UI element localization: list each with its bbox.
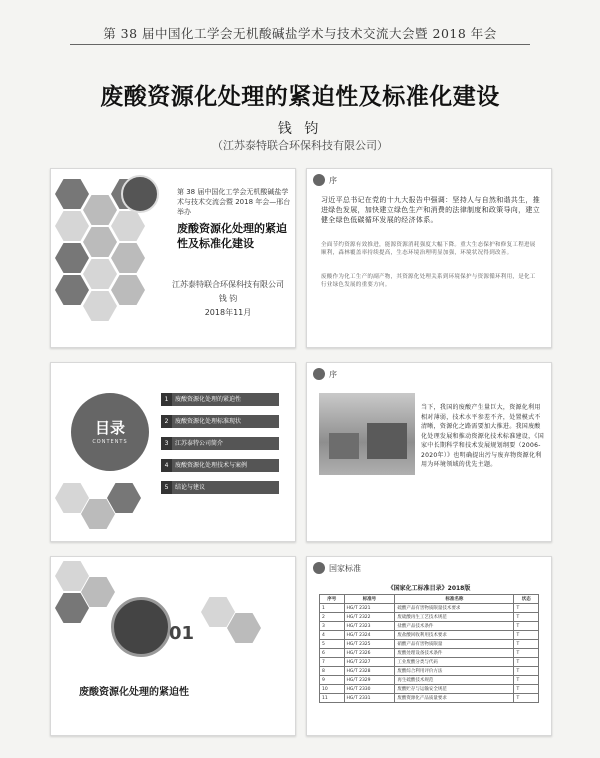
article-author: 钱 钧 bbox=[277, 121, 323, 137]
table-cell: 工业废酸分类与代码 bbox=[395, 658, 514, 667]
header-rule bbox=[70, 44, 530, 45]
hex-decoration bbox=[227, 613, 261, 643]
contents-badge bbox=[71, 393, 149, 471]
table-cell: T bbox=[514, 667, 539, 676]
table-row bbox=[320, 640, 539, 649]
table-cell: HG/T 2331 bbox=[344, 694, 395, 703]
column-header: 状态 bbox=[514, 595, 539, 604]
contents-item-label: 废酸资源化处理的紧迫性 bbox=[175, 396, 242, 403]
table-cell: 硝酸产品有害物质限量 bbox=[395, 640, 514, 649]
table-cell: HG/T 2321 bbox=[344, 604, 395, 613]
table-row bbox=[320, 622, 539, 631]
table-cell: 1 bbox=[320, 604, 345, 613]
slide-author: 钱 钧 bbox=[218, 294, 238, 303]
slide-section-01 bbox=[50, 556, 296, 736]
hex-decoration bbox=[111, 243, 145, 273]
table-cell: T bbox=[514, 694, 539, 703]
hex-decoration bbox=[83, 291, 117, 321]
table-cell: T bbox=[514, 685, 539, 694]
hex-decoration bbox=[107, 483, 141, 513]
header-text: 第 38 届中国化工学会无机酸碱盐学术与技术交流大会暨 2018 年会 bbox=[103, 26, 497, 41]
hex-decoration bbox=[111, 275, 145, 305]
contents-item-label: 江苏泰特公司简介 bbox=[175, 440, 224, 447]
slide-contents bbox=[50, 362, 296, 542]
hex-decoration bbox=[55, 243, 89, 273]
table-cell: 9 bbox=[320, 676, 345, 685]
slide-paragraph: 全面节约资源有效推进，能源资源消耗强度大幅下降。重大生态保护和修复工程进展顺利，森林覆盖率持续提高，生态环境治理明显加强，环境状况得到改善。 bbox=[321, 242, 536, 256]
hex-decoration bbox=[81, 499, 115, 529]
hex-decoration bbox=[81, 577, 115, 607]
contents-item-label: 结论与建议 bbox=[175, 484, 206, 491]
table-cell: HG/T 2326 bbox=[344, 649, 395, 658]
table-cell: 2 bbox=[320, 613, 345, 622]
table-cell: HG/T 2327 bbox=[344, 658, 395, 667]
table-cell: T bbox=[514, 613, 539, 622]
table-row bbox=[320, 613, 539, 622]
hex-decoration bbox=[55, 561, 89, 591]
contents-item: 4 废酸资源化处理技术与案例 bbox=[161, 459, 279, 472]
table-row bbox=[320, 649, 539, 658]
slide-main-title: 废酸资源化处理的紧迫性及标准化建设 bbox=[177, 222, 287, 250]
article-affiliation: （江苏泰特联合环保科技有限公司） bbox=[212, 139, 388, 152]
table-row bbox=[320, 676, 539, 685]
table-cell: 6 bbox=[320, 649, 345, 658]
table-cell: 废酸贮存与运输安全规范 bbox=[395, 685, 514, 694]
contents-item: 5 结论与建议 bbox=[161, 481, 279, 494]
slide-company: 江苏泰特联合环保科技有限公司 bbox=[172, 280, 284, 289]
table-cell: 废酸资源化产品质量要求 bbox=[395, 694, 514, 703]
table-title: 《国家化工标准目录》2018版 bbox=[387, 585, 471, 592]
table-cell: T bbox=[514, 640, 539, 649]
section-icon bbox=[313, 368, 325, 380]
slide-paragraph: 废酸作为化工生产的副产物，其资源化处理关系到环境保护与资源循环利用，是化工行业绿色发展的重要方向。 bbox=[321, 274, 536, 288]
hex-decoration bbox=[55, 483, 89, 513]
section-number: 01 bbox=[169, 623, 195, 644]
slide-paragraph: 当下，我国的废酸产生量巨大，资源化利用相对薄弱，技术水平参差不齐，处置模式不清晰，资源化之路需要加大推进。我国废酸化处理发展和推动资源化技术标准建设，《国家中长期科学和技术发展规划纲要（2006-2020年）》也明确提出污与废弃物资源化利用为环境领域的优先主题。 bbox=[421, 404, 545, 468]
slide-heading: 国家标准 bbox=[329, 564, 361, 573]
slide-conference-text: 第 38 届中国化工学会无机酸碱盐学术与技术交流会暨 2018 年会—邢台举办 bbox=[177, 188, 291, 216]
table-cell: 11 bbox=[320, 694, 345, 703]
table-cell: HG/T 2329 bbox=[344, 676, 395, 685]
table-cell: 3 bbox=[320, 622, 345, 631]
contents-item: 3 江苏泰特公司简介 bbox=[161, 437, 279, 450]
hex-decoration bbox=[55, 211, 89, 241]
table-row bbox=[320, 685, 539, 694]
building-shape bbox=[367, 423, 407, 459]
slide-preface-photo bbox=[306, 362, 552, 542]
section-caption: 废酸资源化处理的紧迫性 bbox=[79, 687, 189, 698]
section-icon bbox=[313, 562, 325, 574]
article-title: 废酸资源化处理的紧迫性及标准化建设 bbox=[100, 84, 500, 110]
hex-decoration bbox=[83, 259, 117, 289]
table-cell: T bbox=[514, 649, 539, 658]
slide-standards-table bbox=[306, 556, 552, 736]
contents-item: 1 废酸资源化处理的紧迫性 bbox=[161, 393, 279, 406]
table-cell: 10 bbox=[320, 685, 345, 694]
table-cell: T bbox=[514, 604, 539, 613]
section-icon bbox=[313, 174, 325, 186]
contents-item: 2 废酸资源化处理标准现状 bbox=[161, 415, 279, 428]
table-cell: 硫酸产品有害物质限量技术要求 bbox=[395, 604, 514, 613]
slide-paragraph: 习近平总书记在党的十九大报告中强调：坚持人与自然和谐共生，推进绿色发展，加快建立绿色生产和消费的法律制度和政策导向，建立健全绿色低碳循环发展的经济体系。 bbox=[321, 196, 540, 224]
table-row bbox=[320, 631, 539, 640]
contents-item-label: 废酸资源化处理标准现状 bbox=[175, 418, 242, 425]
column-header: 序号 bbox=[320, 595, 345, 604]
company-logo-icon bbox=[121, 175, 159, 213]
hex-decoration bbox=[83, 195, 117, 225]
table-cell: T bbox=[514, 622, 539, 631]
hex-decoration bbox=[111, 211, 145, 241]
slide-title bbox=[50, 168, 296, 348]
contents-title: 目录 bbox=[94, 419, 125, 437]
hex-decoration bbox=[55, 593, 89, 623]
column-header: 标准名称 bbox=[395, 595, 514, 604]
hex-decoration bbox=[55, 179, 89, 209]
page-header bbox=[0, 0, 600, 52]
table-cell: HG/T 2330 bbox=[344, 685, 395, 694]
table-cell: 废硫酸再生工艺技术规范 bbox=[395, 613, 514, 622]
table-cell: HG/T 2328 bbox=[344, 667, 395, 676]
table-cell: T bbox=[514, 676, 539, 685]
slide-heading: 序 bbox=[329, 370, 337, 379]
contents-subtitle: CONTENTS bbox=[92, 439, 128, 445]
table-header-row bbox=[320, 595, 539, 604]
table-row bbox=[320, 658, 539, 667]
hex-decoration bbox=[55, 275, 89, 305]
slide-heading: 序 bbox=[329, 176, 337, 185]
slide-date: 2018年11月 bbox=[204, 308, 252, 317]
table-cell: T bbox=[514, 631, 539, 640]
factory-photo bbox=[319, 393, 415, 475]
column-header: 标准号 bbox=[344, 595, 395, 604]
table-cell: 废盐酸回收利用技术要求 bbox=[395, 631, 514, 640]
table-cell: 7 bbox=[320, 658, 345, 667]
table-cell: 废酸综合利用评价方法 bbox=[395, 667, 514, 676]
table-row bbox=[320, 667, 539, 676]
hex-decoration bbox=[201, 597, 235, 627]
table-cell: 8 bbox=[320, 667, 345, 676]
globe-icon bbox=[111, 597, 171, 657]
table-cell: 再生硫酸技术规范 bbox=[395, 676, 514, 685]
table-cell: 废酸处理设备技术条件 bbox=[395, 649, 514, 658]
slide-preface bbox=[306, 168, 552, 348]
table-row bbox=[320, 694, 539, 703]
contents-item-label: 废酸资源化处理技术与案例 bbox=[175, 462, 248, 469]
building-shape bbox=[329, 433, 359, 459]
table-cell: 5 bbox=[320, 640, 345, 649]
table-cell: T bbox=[514, 658, 539, 667]
table-cell: HG/T 2325 bbox=[344, 640, 395, 649]
hex-decoration bbox=[83, 227, 117, 257]
table-cell: HG/T 2322 bbox=[344, 613, 395, 622]
table-cell: 4 bbox=[320, 631, 345, 640]
standards-table bbox=[319, 583, 539, 703]
table-row bbox=[320, 604, 539, 613]
table-cell: HG/T 2324 bbox=[344, 631, 395, 640]
table-cell: 盐酸产品技术条件 bbox=[395, 622, 514, 631]
table-cell: HG/T 2323 bbox=[344, 622, 395, 631]
